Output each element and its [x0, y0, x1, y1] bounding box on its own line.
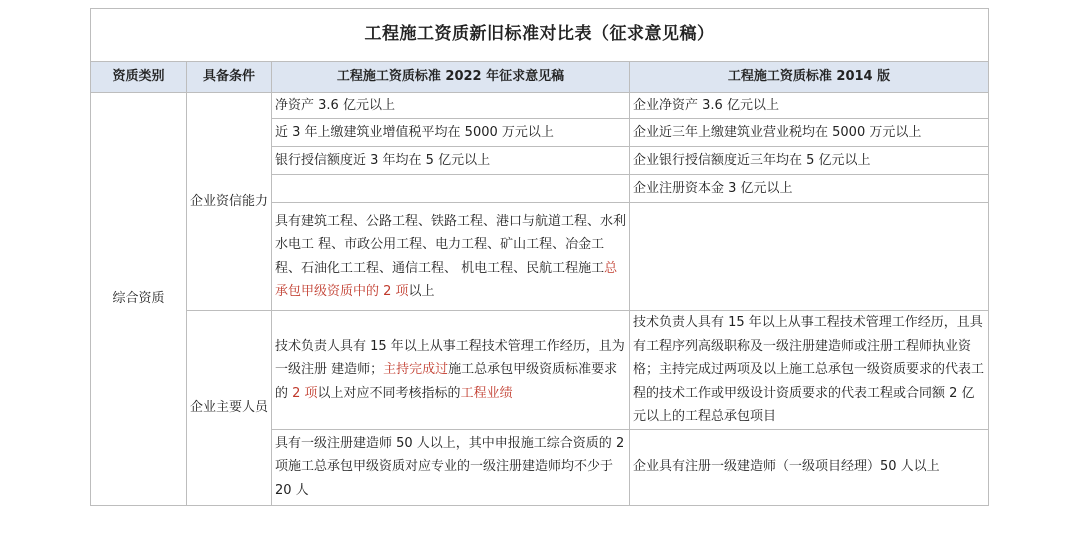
new-standard-cell: 近 3 年上缴建筑业增值税平均在 5000 万元以上 — [272, 119, 630, 147]
category-cell: 综合资质 — [91, 93, 187, 506]
condition-key-personnel: 企业主要人员 — [187, 311, 272, 506]
new-standard-cell: 银行授信额度近 3 年均在 5 亿元以上 — [272, 147, 630, 175]
tech-lead-text: 技术负责人具有 15 年以上从事工程技术管理工作经历，且为一级注册 建造师； — [275, 338, 625, 377]
new-standard-cell — [272, 311, 630, 430]
header-2014-standard: 工程施工资质标准 2014 版 — [630, 62, 989, 93]
old-standard-cell: 企业近三年上缴建筑业营业税均在 5000 万元以上 — [630, 119, 989, 147]
table-header-row — [91, 62, 989, 93]
highlight-text: 总承包甲级资质中的 2 项 — [275, 260, 618, 299]
header-condition: 具备条件 — [187, 62, 272, 93]
comparison-table — [90, 8, 989, 506]
table-title: 工程施工资质新旧标准对比表（征求意见稿） — [91, 9, 989, 62]
new-standard-cell: 净资产 3.6 亿元以上 — [272, 93, 630, 119]
old-standard-cell: 企业注册资本金 3 亿元以上 — [630, 175, 989, 203]
new-standard-cell-empty — [272, 175, 630, 203]
highlight-text: 2 项 — [292, 385, 318, 401]
qualification-text: 具有建筑工程、公路工程、铁路工程、港口与航道工程、水利水电工 程、市政公用工程、电力工程、矿山工程、冶金工程、石油化工工程、通信工程、 机电工程、民航工程施工 — [275, 213, 627, 276]
tech-lead-text-3: 以上对应不同考核指标的 — [317, 385, 461, 401]
highlight-text: 主持完成过 — [383, 362, 449, 377]
qualification-text-end: 以上 — [408, 284, 435, 299]
tech-lead-text-2: 施工总承包甲级资质标准要求的 — [275, 362, 618, 401]
table-row — [91, 93, 989, 119]
old-standard-cell-empty — [630, 203, 989, 311]
old-standard-cell: 企业银行授信额度近三年均在 5 亿元以上 — [630, 147, 989, 175]
old-standard-cell: 技术负责人具有 15 年以上从事工程技术管理工作经历，且具有工程序列高级职称及一级注册建造师或注册工程师执业资格；主持完成过两项及以上施工总承包一级资质要求的代表工程的技术工作或甲级设计资质要求的代表工程或合同额 2 亿元以上的工程总承包项目 — [630, 311, 989, 430]
table-row — [91, 311, 989, 430]
new-standard-cell: 具有一级注册建造师 50 人以上，其中申报施工综合资质的 2 项施工总承包甲级资质对应专业的一级注册建造师均不少于 20 人 — [272, 429, 630, 505]
new-standard-cell — [272, 203, 630, 311]
header-2022-standard: 工程施工资质标准 2022 年征求意见稿 — [272, 62, 630, 93]
header-category: 资质类别 — [91, 62, 187, 93]
comparison-document — [90, 8, 988, 531]
highlight-text: 工程业绩 — [460, 385, 513, 401]
old-standard-cell: 企业具有注册一级建造师（一级项目经理）50 人以上 — [630, 429, 989, 505]
condition-credit-capacity: 企业资信能力 — [187, 93, 272, 311]
old-standard-cell: 企业净资产 3.6 亿元以上 — [630, 93, 989, 119]
